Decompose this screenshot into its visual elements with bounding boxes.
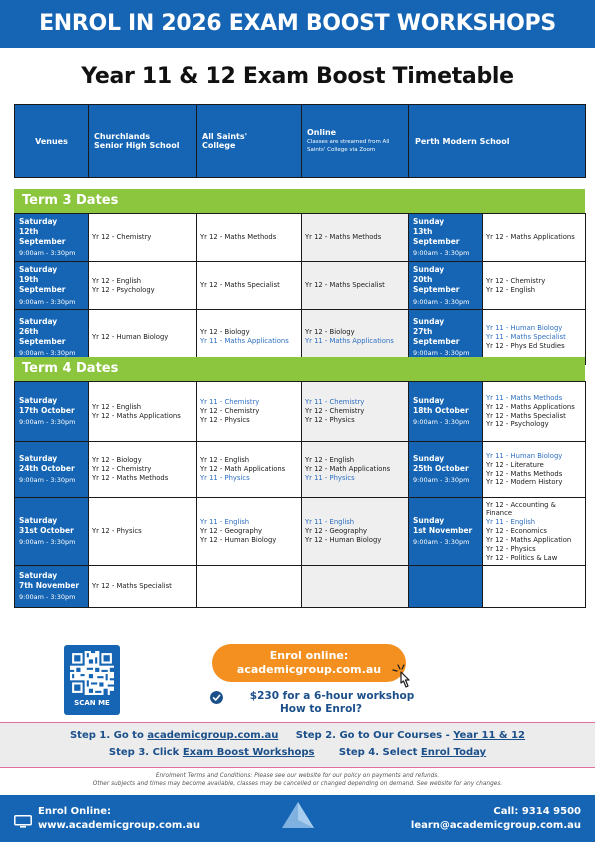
subject-line: Yr 12 - Maths Specialist: [486, 411, 566, 420]
allsaints-subjects-cell: [197, 382, 302, 442]
step-4-link[interactable]: Enrol Today: [420, 747, 487, 758]
subject-line: Yr 12 - Physics: [486, 544, 536, 553]
churchlands-subjects-cell: [89, 214, 197, 262]
time-label: 9:00am - 3:30pm: [19, 349, 76, 358]
time-label: 9:00am - 3:30pm: [413, 349, 470, 358]
day-label: Sunday: [413, 316, 445, 326]
time-label: 9:00am - 3:30pm: [19, 476, 76, 485]
subject-line: Yr 11 - Maths Applications: [200, 337, 289, 346]
subject-line: Yr 11 - English: [200, 518, 250, 527]
churchlands-subjects-cell: [89, 382, 197, 442]
time-label: 9:00am - 3:30pm: [413, 538, 470, 547]
online-header: Online Classes are streamed from All Saints' College via Zoom: [302, 105, 409, 178]
date-label: 12th September: [19, 227, 66, 247]
subject-line: Yr 12 - Phys Ed Studies: [486, 341, 565, 350]
subject-line: Yr 12 - Maths Specialist: [92, 582, 172, 591]
date-label: 25th October: [413, 464, 469, 474]
venues-header: Venues: [15, 105, 89, 178]
sunday-date-cell: [409, 382, 483, 442]
day-label: Saturday: [19, 265, 58, 275]
day-label: Saturday: [19, 515, 58, 525]
subject-line: Yr 11 - English: [305, 518, 355, 527]
subject-line: Yr 12 - English: [305, 456, 355, 465]
online-subjects-cell: [302, 442, 409, 498]
subject-line: Yr 11 - Physics: [305, 473, 355, 482]
time-label: 9:00am - 3:30pm: [413, 297, 470, 306]
sunday-date-cell: [409, 214, 483, 262]
allsaints-subjects-cell: [197, 566, 302, 608]
date-label: 26th September: [19, 326, 66, 346]
subject-line: Yr 12 - Chemistry: [486, 276, 546, 285]
perth-modern-subjects-cell: [483, 262, 586, 310]
allsaints-subjects-cell: [197, 442, 302, 498]
timetable-row: [15, 442, 586, 498]
online-subjects-cell: [302, 214, 409, 262]
subject-line: Yr 12 - Geography: [305, 527, 368, 536]
date-label: 17th October: [19, 406, 75, 416]
price-info: [206, 690, 436, 715]
allsaints-header: All Saints' College: [197, 105, 302, 178]
footer-website[interactable]: www.academicgroup.com.au: [38, 819, 200, 831]
day-label: Saturday: [19, 453, 58, 463]
sunday-date-cell: [409, 498, 483, 566]
subject-line: Yr 12 - Human Biology: [200, 535, 277, 544]
subject-line: Yr 12 - Maths Methods: [200, 233, 277, 242]
subject-line: Yr 12 - Chemistry: [92, 233, 152, 242]
subject-line: Yr 12 - Human Biology: [92, 332, 169, 341]
subject-line: Yr 12 - Economics: [486, 527, 547, 536]
day-label: Saturday: [19, 570, 58, 580]
steps-row-1: [0, 730, 595, 741]
online-subjects-cell: [302, 498, 409, 566]
perth-modern-subjects-cell: [483, 382, 586, 442]
subject-line: Yr 11 - Chemistry: [200, 398, 260, 407]
time-label: 9:00am - 3:30pm: [413, 476, 470, 485]
qr-code[interactable]: [64, 645, 120, 715]
day-label: Saturday: [19, 217, 58, 226]
day-label: Saturday: [19, 316, 58, 326]
date-label: 24th October: [19, 464, 75, 474]
churchlands-subjects-cell: [89, 566, 197, 608]
step-3-link[interactable]: Exam Boost Workshops: [182, 747, 315, 758]
saturday-date-cell: [15, 498, 89, 566]
day-label: Sunday: [413, 265, 445, 275]
enrol-online-button[interactable]: [212, 644, 406, 682]
subject-line: Yr 12 - Geography: [200, 527, 263, 536]
term-3-table: [14, 213, 586, 365]
step-2-label: Step 2. Go to Our Courses -: [295, 730, 450, 741]
day-label: Sunday: [413, 453, 445, 463]
subject-line: Yr 12 - Biology: [92, 456, 142, 465]
churchlands-subjects-cell: [89, 262, 197, 310]
sunday-date-cell: [409, 442, 483, 498]
date-label: 20th September: [413, 275, 460, 295]
perth-modern-subjects-cell: [483, 498, 586, 566]
online-subjects-cell: [302, 262, 409, 310]
day-label: Sunday: [413, 395, 445, 405]
step-1-label: Step 1. Go to: [69, 730, 144, 741]
saturday-date-cell: [15, 382, 89, 442]
perth-modern-subjects-cell: [483, 442, 586, 498]
pointer-cursor-icon: [392, 663, 418, 691]
online-subjects-cell: [302, 382, 409, 442]
footer: [0, 795, 595, 842]
online-note: Classes are streamed from All Saints' College via Zoom: [307, 139, 390, 153]
subject-line: Yr 12 - English: [92, 402, 142, 411]
subject-line: Yr 12 - Biology: [305, 328, 355, 337]
time-label: 9:00am - 3:30pm: [19, 249, 76, 258]
steps-row-2: [0, 747, 595, 758]
step-1-link[interactable]: academicgroup.com.au: [147, 730, 279, 741]
qr-code-icon: [70, 651, 114, 695]
step-3-label: Step 3. Click: [108, 747, 180, 758]
footer-enrol-label: Enrol Online:: [38, 806, 112, 817]
subject-line: Yr 12 - Accounting & Finance: [486, 500, 556, 518]
sunday-date-cell: [409, 262, 483, 310]
date-label: 7th November: [19, 581, 80, 591]
subject-line: Yr 11 - Chemistry: [305, 398, 365, 407]
saturday-date-cell: [15, 262, 89, 310]
price-text: $230 for a 6-hour workshop: [249, 690, 415, 702]
subject-line: Yr 11 - English: [486, 518, 536, 527]
day-label: Sunday: [413, 515, 445, 525]
scan-me-label: SCAN ME: [74, 699, 110, 707]
enrol-online-url: academicgroup.com.au: [236, 662, 382, 676]
churchlands-header: Churchlands Senior High School: [89, 105, 197, 178]
subject-line: Yr 12 - Chemistry: [305, 407, 365, 416]
terms-and-conditions: [0, 772, 595, 788]
date-label: 13th September: [413, 227, 460, 247]
subject-line: Yr 12 - English: [92, 276, 142, 285]
timetable-row: [15, 566, 586, 608]
subject-line: Yr 12 - Psychology: [92, 285, 155, 294]
date-label: 27th September: [413, 326, 460, 346]
enrol-steps: [0, 722, 595, 768]
time-label: 9:00am - 3:30pm: [413, 249, 470, 258]
churchlands-subjects-cell: [89, 498, 197, 566]
timetable-row: [15, 382, 586, 442]
perth-modern-header: Perth Modern School: [409, 105, 586, 178]
saturday-date-cell: [15, 442, 89, 498]
subject-line: Yr 12 - Physics: [92, 527, 142, 536]
banner: ENROL IN 2026 EXAM BOOST WORKSHOPS: [0, 0, 595, 48]
allsaints-subjects-cell: [197, 498, 302, 566]
subject-line: Yr 12 - Modern History: [486, 478, 563, 487]
time-label: 9:00am - 3:30pm: [19, 593, 76, 602]
page-title: Year 11 & 12 Exam Boost Timetable: [81, 64, 514, 89]
term-4-heading: Term 4 Dates: [14, 357, 585, 381]
subject-line: Yr 12 - Chemistry: [92, 465, 152, 474]
subject-line: Yr 12 - Human Biology: [305, 535, 382, 544]
subject-line: Yr 12 - Maths Applications: [486, 233, 575, 242]
churchlands-subjects-cell: [89, 442, 197, 498]
subject-line: Yr 12 - Maths Specialist: [200, 281, 280, 290]
subject-line: Yr 11 - Human Biology: [486, 324, 563, 333]
terms-line-1: Enrolment Terms and Conditions: Please see our website for our policy on payments and refunds.: [155, 773, 440, 779]
subject-line: Yr 12 - Physics: [200, 415, 250, 424]
time-label: 9:00am - 3:30pm: [19, 297, 76, 306]
subject-line: Yr 12 - Maths Methods: [486, 469, 563, 478]
subject-line: Yr 12 - Maths Application: [486, 535, 572, 544]
timetable-row: [15, 214, 586, 262]
terms-line-2: Other subjects and times may become available, classes may be cancelled or changed depending on demand. See website for any changes.: [92, 781, 503, 788]
subject-line: Yr 12 - English: [200, 456, 250, 465]
date-label: 18th October: [413, 406, 469, 416]
subject-line: Yr 12 - Math Applications: [200, 465, 286, 474]
time-label: 9:00am - 3:30pm: [19, 538, 76, 547]
term-3-heading: Term 3 Dates: [14, 189, 585, 213]
time-label: 9:00am - 3:30pm: [19, 418, 76, 427]
subject-line: Yr 12 - Biology: [200, 328, 250, 337]
subject-line: Yr 12 - Psychology: [486, 420, 549, 429]
date-label: 1st November: [413, 526, 473, 536]
date-label: 19th September: [19, 275, 66, 295]
subject-line: Yr 12 - Math Applications: [305, 465, 391, 474]
saturday-date-cell: [15, 214, 89, 262]
subject-line: Yr 12 - Maths Applications: [486, 402, 575, 411]
step-2-link[interactable]: Year 11 & 12: [453, 730, 526, 741]
allsaints-subjects-cell: [197, 262, 302, 310]
subject-line: Yr 12 - Physics: [305, 415, 355, 424]
subject-line: Yr 12 - Maths Methods: [92, 473, 169, 482]
time-label: 9:00am - 3:30pm: [413, 418, 470, 427]
subject-line: Yr 12 - Maths Applications: [92, 411, 181, 420]
allsaints-subjects-cell: [197, 214, 302, 262]
enrol-online-label: Enrol online:: [269, 649, 349, 662]
subject-line: Yr 12 - Literature: [486, 460, 544, 469]
academic-group-logo-icon: [280, 800, 316, 830]
monitor-icon: [14, 815, 32, 828]
term-4-table: [14, 381, 586, 608]
subject-line: Yr 11 - Maths Methods: [486, 393, 563, 402]
subject-line: Yr 12 - Chemistry: [200, 407, 260, 416]
subject-line: Yr 11 - Maths Specialist: [486, 332, 566, 341]
step-4-label: Step 4. Select: [338, 747, 418, 758]
timetable-row: [15, 262, 586, 310]
subject-line: Yr 12 - Politics & Law: [486, 553, 558, 562]
date-label: 31st October: [19, 526, 74, 536]
footer-email[interactable]: learn@academicgroup.com.au: [410, 819, 581, 831]
subject-line: Yr 11 - Physics: [200, 473, 250, 482]
subject-line: Yr 12 - English: [486, 285, 536, 294]
timetable-row: [15, 498, 586, 566]
subject-line: Yr 12 - Maths Specialist: [305, 281, 385, 290]
day-label: Sunday: [413, 217, 445, 226]
footer-phone[interactable]: Call: 9314 9500: [493, 806, 581, 817]
perth-modern-subjects-cell: [483, 214, 586, 262]
subject-line: Yr 12 - Maths Methods: [305, 233, 382, 242]
online-subjects-cell: [302, 566, 409, 608]
venue-header: [14, 104, 586, 178]
subject-line: Yr 11 - Human Biology: [486, 451, 563, 460]
saturday-date-cell: [15, 566, 89, 608]
how-to-enrol-heading: How to Enrol?: [280, 702, 362, 715]
subject-line: Yr 11 - Maths Applications: [305, 337, 394, 346]
perth-modern-subjects-cell: [483, 566, 586, 608]
empty-date-cell: [409, 566, 483, 608]
day-label: Saturday: [19, 395, 58, 405]
